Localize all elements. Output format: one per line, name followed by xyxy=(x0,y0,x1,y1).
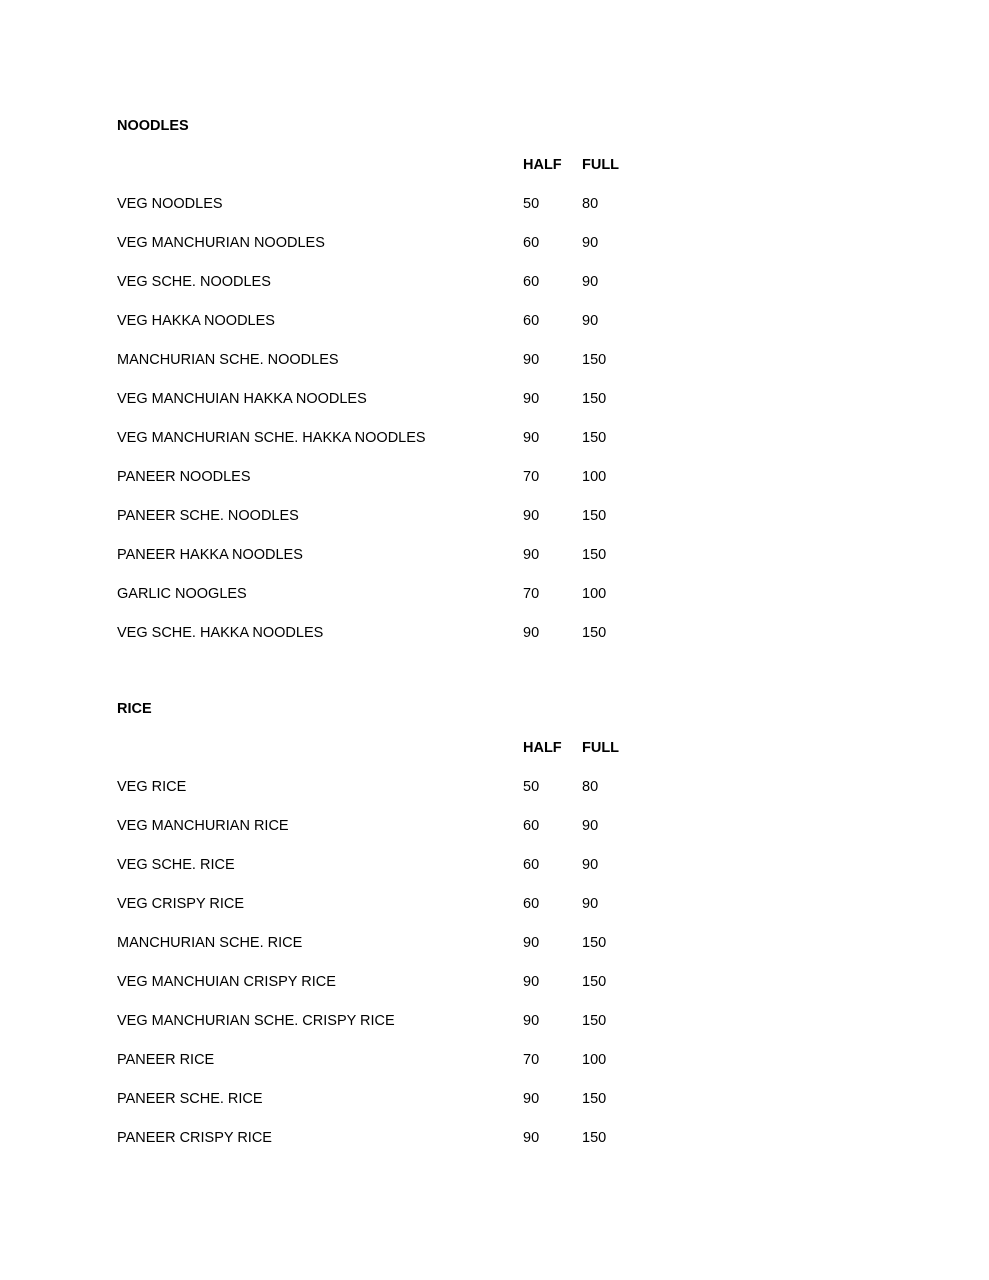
half-column-header: HALF xyxy=(523,157,562,173)
half-column-header: HALF xyxy=(523,740,562,756)
half-price: 60 xyxy=(523,857,540,873)
half-price: 90 xyxy=(523,1013,540,1029)
half-price: 90 xyxy=(523,508,540,524)
menu-item xyxy=(117,350,677,370)
half-price: 70 xyxy=(523,586,540,602)
menu-item xyxy=(117,584,677,604)
full-price: 150 xyxy=(582,352,607,368)
half-price: 50 xyxy=(523,196,540,212)
half-price: 60 xyxy=(523,313,540,329)
full-price: 150 xyxy=(582,430,607,446)
menu-item xyxy=(117,623,677,643)
full-price: 150 xyxy=(582,1130,607,1146)
menu-item xyxy=(117,272,677,292)
full-price: 90 xyxy=(582,857,599,873)
half-price: 90 xyxy=(523,1091,540,1107)
menu-item xyxy=(117,855,677,875)
item-name: MANCHURIAN SCHE. NOODLES xyxy=(117,352,339,368)
full-price: 150 xyxy=(582,1091,607,1107)
item-name: VEG HAKKA NOODLES xyxy=(117,313,275,329)
item-name: VEG MANCHURIAN SCHE. CRISPY RICE xyxy=(117,1013,395,1029)
item-name: PANEER RICE xyxy=(117,1052,215,1068)
menu-item xyxy=(117,777,677,797)
menu-item xyxy=(117,545,677,565)
rice-section xyxy=(117,699,677,1167)
full-price: 90 xyxy=(582,235,599,251)
half-price: 90 xyxy=(523,391,540,407)
half-price: 70 xyxy=(523,1052,540,1068)
item-name: VEG MANCHURIAN NOODLES xyxy=(117,235,325,251)
full-price: 90 xyxy=(582,818,599,834)
half-price: 90 xyxy=(523,935,540,951)
item-name: VEG MANCHUIAN HAKKA NOODLES xyxy=(117,391,367,407)
half-price: 60 xyxy=(523,274,540,290)
menu-item xyxy=(117,1011,677,1031)
menu-item xyxy=(117,972,677,992)
full-price: 150 xyxy=(582,391,607,407)
price-header-row xyxy=(117,738,677,758)
price-header-row xyxy=(117,155,677,175)
full-price: 80 xyxy=(582,196,599,212)
full-price: 100 xyxy=(582,1052,607,1068)
item-name: VEG MANCHUIAN CRISPY RICE xyxy=(117,974,336,990)
menu-item xyxy=(117,816,677,836)
half-price: 90 xyxy=(523,974,540,990)
item-name: VEG MANCHURIAN RICE xyxy=(117,818,289,834)
menu-item xyxy=(117,311,677,331)
half-price: 60 xyxy=(523,818,540,834)
menu-item xyxy=(117,389,677,409)
half-price: 90 xyxy=(523,547,540,563)
section-title: NOODLES xyxy=(117,118,189,134)
item-name: PANEER HAKKA NOODLES xyxy=(117,547,303,563)
menu-item xyxy=(117,1050,677,1070)
full-price: 90 xyxy=(582,313,599,329)
full-price: 150 xyxy=(582,508,607,524)
item-name: VEG SCHE. HAKKA NOODLES xyxy=(117,625,324,641)
menu-item xyxy=(117,467,677,487)
full-price: 150 xyxy=(582,935,607,951)
item-name: GARLIC NOOGLES xyxy=(117,586,247,602)
menu-item xyxy=(117,894,677,914)
item-name: VEG MANCHURIAN SCHE. HAKKA NOODLES xyxy=(117,430,426,446)
half-price: 90 xyxy=(523,430,540,446)
full-price: 150 xyxy=(582,974,607,990)
item-name: PANEER SCHE. RICE xyxy=(117,1091,263,1107)
half-price: 90 xyxy=(523,1130,540,1146)
half-price: 50 xyxy=(523,779,540,795)
menu-item xyxy=(117,428,677,448)
item-name: PANEER SCHE. NOODLES xyxy=(117,508,299,524)
full-price: 100 xyxy=(582,469,607,485)
noodles-section xyxy=(117,116,677,662)
item-name: MANCHURIAN SCHE. RICE xyxy=(117,935,303,951)
item-name: VEG CRISPY RICE xyxy=(117,896,245,912)
menu-item xyxy=(117,233,677,253)
full-price: 100 xyxy=(582,586,607,602)
full-price: 150 xyxy=(582,1013,607,1029)
half-price: 60 xyxy=(523,896,540,912)
full-column-header: FULL xyxy=(582,740,620,756)
menu-item xyxy=(117,933,677,953)
full-price: 80 xyxy=(582,779,599,795)
item-name: VEG NOODLES xyxy=(117,196,223,212)
menu-item xyxy=(117,194,677,214)
half-price: 90 xyxy=(523,625,540,641)
menu-item xyxy=(117,1089,677,1109)
full-price: 150 xyxy=(582,547,607,563)
item-name: VEG SCHE. RICE xyxy=(117,857,235,873)
full-price: 90 xyxy=(582,896,599,912)
menu-item xyxy=(117,1128,677,1148)
item-name: VEG RICE xyxy=(117,779,187,795)
item-name: VEG SCHE. NOODLES xyxy=(117,274,271,290)
menu-item xyxy=(117,506,677,526)
half-price: 60 xyxy=(523,235,540,251)
item-name: PANEER CRISPY RICE xyxy=(117,1130,272,1146)
full-price: 150 xyxy=(582,625,607,641)
half-price: 70 xyxy=(523,469,540,485)
full-price: 90 xyxy=(582,274,599,290)
half-price: 90 xyxy=(523,352,540,368)
full-column-header: FULL xyxy=(582,157,620,173)
item-name: PANEER NOODLES xyxy=(117,469,251,485)
section-title: RICE xyxy=(117,701,152,717)
